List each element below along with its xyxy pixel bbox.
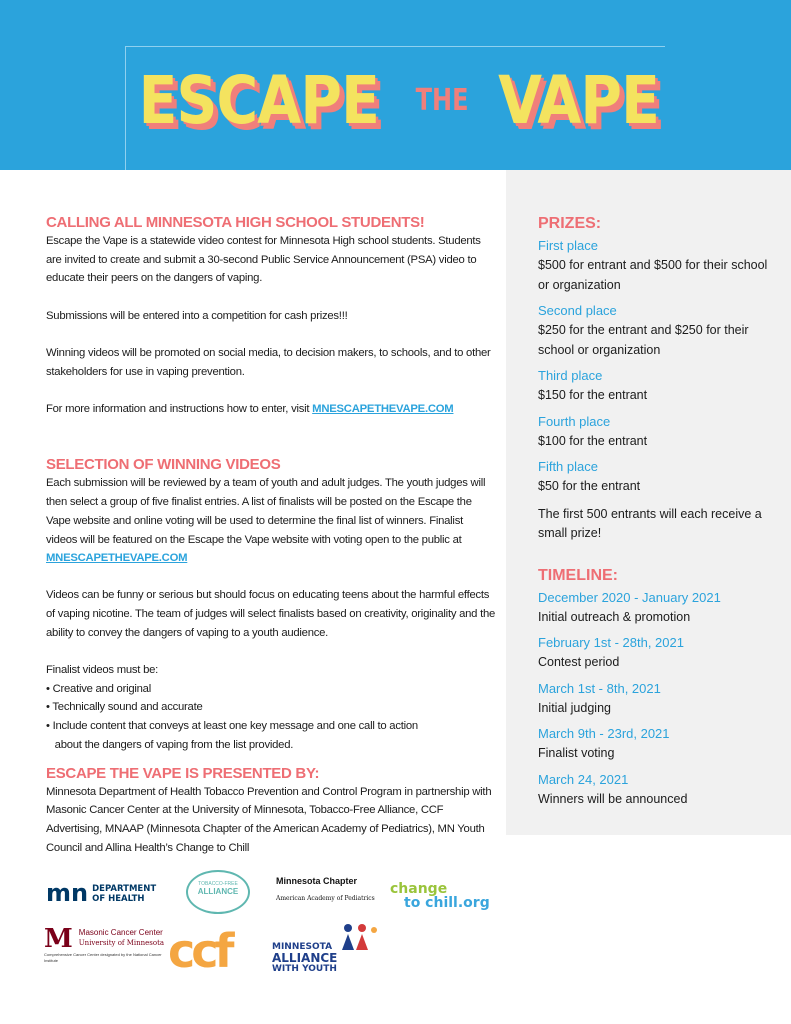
prize-text: $100 for the entrant bbox=[538, 433, 648, 448]
tfa-line1: TOBACCO-FREE bbox=[198, 881, 238, 887]
more-info-text: For more information and instructions how to enter, visit bbox=[46, 402, 313, 415]
section-heading-selection: SELECTION OF WINNING VIDEOS bbox=[46, 456, 281, 474]
mdh-logo bbox=[46, 879, 157, 907]
change-to-chill-logo bbox=[390, 882, 490, 910]
section-heading-presented: ESCAPE THE VAPE IS PRESENTED BY: bbox=[46, 764, 320, 782]
title-word-vape: VAPE bbox=[498, 62, 660, 139]
list-item: • Technically sound and accurate bbox=[46, 701, 203, 714]
mn-alliance-with-youth-logo bbox=[272, 936, 392, 974]
list-item: • Include content that conveys at least one key message and one call to action bbox=[46, 720, 418, 733]
title-word-the: THE bbox=[415, 83, 469, 118]
prize-item bbox=[538, 236, 778, 295]
timeline-heading: TIMELINE: bbox=[538, 566, 618, 584]
people-icon bbox=[340, 922, 380, 952]
intro-paragraph: Escape the Vape is a statewide video contest for Minnesota High school students. Students are invited to create and submit a 30-second Public Service Announcement (PSA) video to educate their peers on the dangers of vaping. bbox=[46, 235, 481, 285]
prize-item bbox=[538, 301, 778, 360]
timeline-text: Contest period bbox=[538, 655, 620, 669]
sidebar-content bbox=[538, 214, 778, 812]
section-heading-calling: CALLING ALL MINNESOTA HIGH SCHOOL STUDENTS! bbox=[46, 214, 425, 231]
prize-label: Fourth place bbox=[538, 413, 611, 429]
timeline-text: Initial outreach & promotion bbox=[538, 609, 691, 624]
timeline-text: Initial judging bbox=[538, 700, 611, 715]
partners-paragraph: Minnesota Department of Health Tobacco Prevention and Control Program in partnership with Masonic Cancer Center at the University of Minnesota, Tobacco-Free Alliance, CCF Advertising, MNAAP (Minnesota Chapter of the American Academy of Pediatrics), MN Youth Council and Allina Health’s Change to Chill bbox=[46, 785, 492, 854]
selection-paragraph bbox=[46, 474, 496, 568]
mnaap-line1: Minnesota Chapter bbox=[276, 876, 358, 886]
list-item: about the dangers of vaping from the list provided. bbox=[46, 738, 294, 751]
prize-label: Third place bbox=[538, 368, 603, 383]
more-info-paragraph bbox=[46, 400, 496, 419]
partner-logos bbox=[40, 868, 500, 988]
prize-label: Fifth place bbox=[538, 459, 598, 474]
prize-note: The first 500 entrants will each receive a small prize! bbox=[538, 506, 762, 540]
masonic-line2: University of Minnesota bbox=[78, 939, 165, 947]
mawy-line2: ALLIANCE bbox=[272, 951, 338, 965]
c2c-line2: to chill.org bbox=[404, 895, 490, 911]
website-link-2[interactable]: MNESCAPETHEVAPE.COM bbox=[46, 552, 188, 565]
prize-text: $150 for the entrant bbox=[538, 388, 648, 402]
timeline-date: December 2020 - January 2021 bbox=[538, 589, 721, 605]
masonic-line3: Comprehensive Cancer Center designated by the National Cancer Institute bbox=[44, 952, 162, 963]
mdh-mark: mn bbox=[46, 879, 89, 907]
prize-item bbox=[538, 412, 778, 452]
list-item: • Creative and original bbox=[46, 682, 151, 695]
prize-item bbox=[538, 366, 778, 406]
timeline-text: Finalist voting bbox=[538, 746, 615, 760]
timeline-item bbox=[538, 724, 778, 764]
tobacco-free-alliance-logo bbox=[186, 870, 250, 914]
ccf-logo: ccf bbox=[168, 924, 231, 978]
timeline-date: March 1st - 8th, 2021 bbox=[538, 680, 661, 696]
prizes-heading: PRIZES: bbox=[538, 215, 602, 232]
prize-text: $250 for the entrant and $250 for their school or organization bbox=[538, 323, 749, 357]
timeline-item bbox=[538, 633, 778, 673]
mdh-line2: OF HEALTH bbox=[92, 894, 145, 904]
promotion-paragraph: Winning videos will be promoted on social media, to decision makers, to schools, and to other stakeholders for use in vaping prevention. bbox=[46, 346, 491, 378]
website-link[interactable]: MNESCAPETHEVAPE.COM bbox=[312, 402, 454, 415]
prize-label: First place bbox=[538, 238, 598, 253]
mnaap-line2: American Academy of Pediatrics bbox=[276, 895, 375, 902]
timeline-item bbox=[538, 770, 778, 810]
prize-text: $50 for the entrant bbox=[538, 479, 641, 493]
masonic-mark: M bbox=[44, 924, 73, 954]
mdh-line1: DEPARTMENT bbox=[92, 884, 157, 894]
timeline-date: March 9th - 23rd, 2021 bbox=[538, 726, 670, 741]
timeline-item bbox=[538, 588, 778, 628]
masonic-cancer-center-logo bbox=[44, 926, 169, 964]
finalist-list-intro: Finalist videos must be: bbox=[46, 664, 159, 677]
timeline-text: Winners will be announced bbox=[538, 791, 688, 806]
mawy-line1: MINNESOTA bbox=[272, 942, 333, 952]
mawy-line3: WITH YOUTH bbox=[272, 964, 337, 974]
prizes-paragraph: Submissions will be entered into a competition for cash prizes!!! bbox=[46, 309, 348, 322]
main-content bbox=[46, 214, 496, 857]
tfa-line2: ALLIANCE bbox=[197, 887, 239, 896]
c2c-line1: change bbox=[390, 881, 448, 897]
timeline-date: March 24, 2021 bbox=[538, 771, 629, 787]
selection-text: Each submission will be reviewed by a team of youth and adult judges. The youth judges will then select a group of five finalist entries. A list of finalists will be posted on the Escape the Vape website and online voting will be used to determine the final list of winners. Finalist videos will be featured on the Escape the Vape website with voting open to the public at bbox=[46, 477, 486, 546]
mnaap-logo bbox=[276, 876, 386, 904]
masonic-line1: Masonic Cancer Center bbox=[78, 928, 163, 937]
prize-text: $500 for entrant and $500 for their school or organization bbox=[538, 258, 768, 292]
title-word-escape: ESCAPE bbox=[138, 62, 379, 139]
header-banner bbox=[0, 0, 791, 170]
prize-label: Second place bbox=[538, 303, 617, 318]
timeline-item bbox=[538, 679, 778, 719]
prize-item bbox=[538, 457, 778, 497]
criteria-paragraph: Videos can be funny or serious but should focus on educating teens about the harmful effects of vaping nicotine. The team of judges will select finalists based on creativity, originality and the ability to convey the dangers of vaping to a youth audience. bbox=[46, 589, 496, 639]
page-title bbox=[0, 62, 791, 139]
timeline-date: February 1st - 28th, 2021 bbox=[538, 635, 684, 650]
